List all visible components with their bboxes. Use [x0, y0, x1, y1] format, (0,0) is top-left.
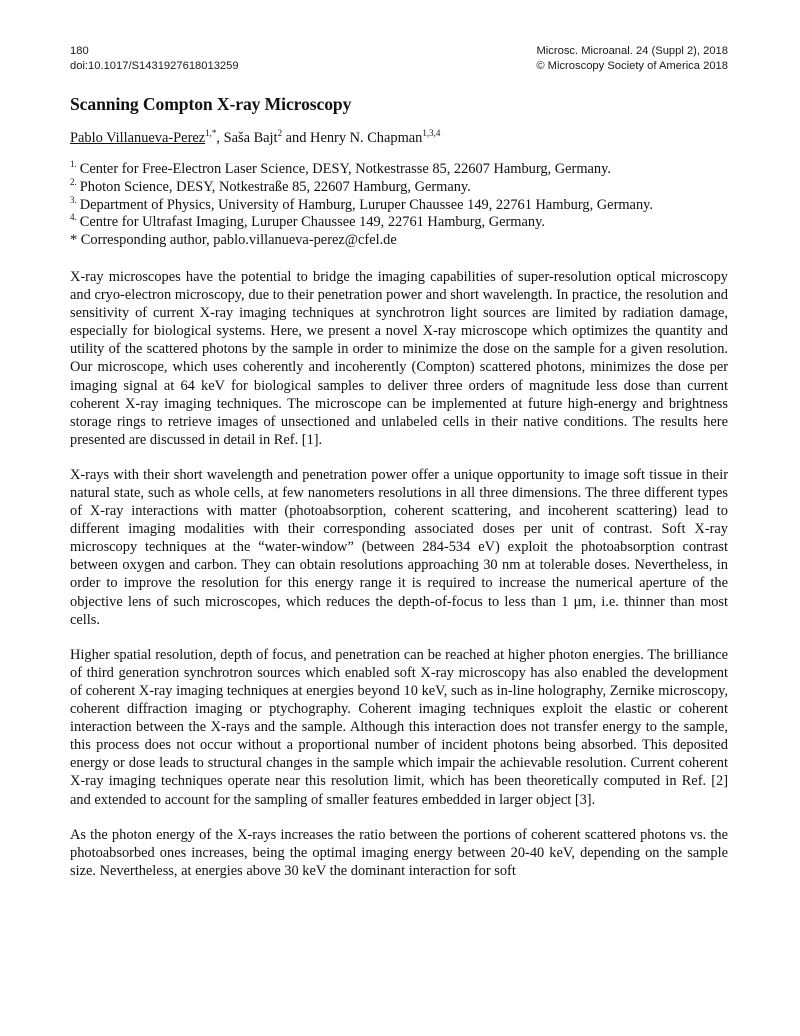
author-list — [70, 129, 728, 147]
author-name: Henry N. Chapman — [310, 130, 423, 146]
affiliation-item — [70, 194, 728, 215]
affiliation-marker: 4. — [70, 212, 77, 223]
author-name: Saša Bajt — [223, 130, 278, 146]
affiliation-item — [70, 176, 728, 197]
affiliation-text: Centre for Ultrafast Imaging, Luruper Chaussee 149, 22761 Hamburg, Germany. — [79, 214, 545, 231]
affiliation-list — [70, 161, 728, 250]
author — [70, 130, 224, 146]
copyright-notice: © Microscopy Society of America 2018 — [536, 59, 728, 72]
page-number: 180 — [70, 45, 89, 57]
header-left — [70, 44, 239, 73]
affiliation-text: Department of Physics, University of Hamburg, Luruper Chaussee 149, 22761 Hamburg, Germany. — [79, 196, 653, 213]
affiliation-marker: 3. — [70, 194, 77, 205]
affiliation-marker: 2. — [70, 176, 77, 187]
body-paragraph: Higher spatial resolution, depth of focus, and penetration can be reached at higher photon energies. The brilliance of third generation synchrotron sources which enabled soft X-ray microscopy has also enabled the development of coherent X-ray imaging techniques at energies beyond 10 keV, such as in-line holography, Zernike microscopy, coherent diffraction imaging or ptychography. Coherent imaging techniques exploit the elastic or coherent interaction between the X-rays and the sample. Although this interaction does not transfer energy to the sample, this process does not occur without a proportional number of incident photons being absorbed. This deposited energy or dose leads to structural changes in the sample which impair the achievable resolution. Current coherent X-ray imaging techniques operate near this resolution limit, which has been theoretically computed in Ref. [2] and extended to account for the sampling of smaller features embedded in larger object [3]. — [70, 646, 728, 808]
doi: doi:10.1017/S1431927618013259 — [70, 59, 239, 72]
author-separator: , — [216, 130, 224, 146]
author — [310, 130, 440, 146]
author-affiliation-marker: 1,* — [205, 128, 217, 138]
body-paragraph-abstract: X-ray microscopes have the potential to bridge the imaging capabilities of super-resolution optical microscopy and cryo-electron microscopy, due to their penetration power and short wavelength. In practice, the resolution and sensitivity of current X-ray imaging techniques at synchrotron light sources are limited by radiation damage, especially for biological systems. Here, we present a novel X-ray microscope which optimizes the quantity and utility of the scattered photons by the sample in order to minimize the dose on the sample for a given resolution. Our microscope, which uses coherently and incoherently (Compton) scattered photons, minimizes the dose per imaging signal at 64 keV for biological samples to deliver three orders of magnitude less dose than current coherent X-ray imaging techniques. The microscope can be implemented at future high-energy and brightness storage rings to retrieve images of unsectioned and unlabeled cells in their native conditions. The results here presented are discussed in detail in Ref. [1]. — [70, 268, 728, 448]
author-affiliation-marker: 2 — [277, 128, 283, 138]
header-right — [536, 44, 728, 73]
author-name: Pablo Villanueva-Perez — [70, 130, 206, 146]
body-paragraph: As the photon energy of the X-rays increases the ratio between the portions of coherent scattered photons vs. the photoabsorbed ones increases, being the optimal imaging energy between 20-40 keV, depending on the sample size. Nevertheless, at energies above 30 keV the dominant interaction for soft — [70, 826, 728, 879]
affiliation-marker: 1. — [70, 159, 77, 169]
journal-citation: Microsc. Microanal. 24 (Suppl 2), 2018 — [536, 45, 728, 57]
paper-page — [70, 44, 728, 880]
paper-title: Scanning Compton X-ray Microscopy — [70, 94, 352, 114]
body-paragraph: X-rays with their short wavelength and penetration power offer a unique opportunity to image soft tissue in their natural state, such as whole cells, at few nanometers resolutions in all three dimensions. The three different types of X-ray interactions with matter (photoabsorption, coherent scattering, and incoherent scattering) lead to different imaging modalities with their corresponding associated doses per unit of contrast. Soft X-ray microscopy techniques at the “water-window” (between 284-534 eV) exploit the photoabsorption contrast between oxygen and carbon. They can obtain resolutions approaching 30 nm at tolerable doses. Nevertheless, in order to improve the resolution for this energy range it is required to increase the numerical aperture of the objective lens of such microscopes, which reduces the depth-of-focus to less than 1 μm, i.e. thinner than most cells. — [70, 466, 728, 628]
author-affiliation-marker: 1,3,4 — [422, 128, 441, 138]
affiliation-item — [70, 161, 728, 179]
affiliation-text: Photon Science, DESY, Notkestraße 85, 22607 Hamburg, Germany. — [79, 178, 471, 195]
corresponding-author: * Corresponding author, pablo.villanueva-perez@cfel.de — [70, 232, 397, 249]
author — [224, 130, 310, 146]
running-header — [70, 44, 728, 73]
affiliation-item — [70, 214, 728, 232]
author-separator: and — [282, 130, 311, 146]
article-body — [70, 268, 728, 880]
affiliation-text: Center for Free-Electron Laser Science, DESY, Notkestrasse 85, 22607 Hamburg, Germany. — [79, 161, 611, 177]
